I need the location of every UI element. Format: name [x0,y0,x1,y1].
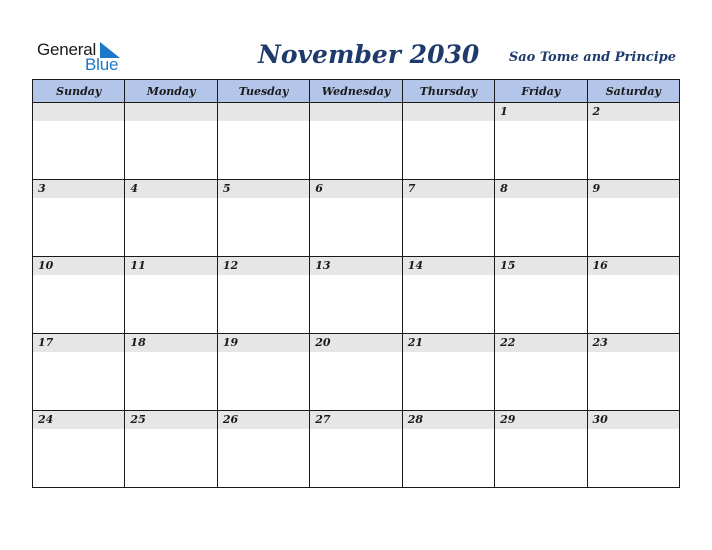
day-cell [402,334,494,411]
day-cell [125,103,217,180]
day-cell [310,334,402,411]
weekday-header: Thursday [402,80,494,103]
day-cell [402,180,494,257]
day-number: 6 [315,182,323,195]
country-name: Sao Tome and Principe [508,50,676,65]
day-number: 13 [315,259,331,272]
day-number: 15 [500,259,516,272]
calendar-title: November 2030 [258,40,480,69]
day-number: 27 [315,413,331,426]
day-cell [125,411,217,488]
day-number: 22 [500,336,516,349]
weekday-header: Saturday [587,80,679,103]
day-cell [125,257,217,334]
day-cell [217,180,309,257]
day-cell [587,411,679,488]
day-number: 9 [592,182,601,195]
day-number: 29 [500,413,516,426]
day-cell [310,257,402,334]
day-number: 5 [222,182,231,195]
calendar-grid [32,79,680,488]
day-cell [310,411,402,488]
week-row [33,257,680,334]
day-number: 28 [407,413,423,426]
day-number: 18 [130,336,146,349]
day-cell [217,411,309,488]
day-cell [33,411,125,488]
day-number: 10 [38,259,54,272]
day-cell [33,257,125,334]
weekday-header: Wednesday [310,80,402,103]
day-number: 2 [592,105,601,118]
day-number: 17 [38,336,54,349]
day-number: 16 [592,259,608,272]
day-cell [310,103,402,180]
day-cell [33,334,125,411]
day-number: 26 [222,413,239,426]
day-number: 24 [38,413,54,426]
day-cell [33,103,125,180]
day-number: 19 [222,336,239,349]
day-cell [495,257,587,334]
day-number: 25 [130,413,146,426]
day-cell [217,103,309,180]
week-row [33,103,680,180]
day-cell [310,180,402,257]
day-cell [495,411,587,488]
day-number: 1 [500,105,508,118]
day-cell [587,257,679,334]
weekday-header-row [33,80,680,103]
day-number: 12 [222,259,239,272]
day-number: 23 [592,336,608,349]
day-cell [125,334,217,411]
day-cell [217,334,309,411]
day-cell [587,180,679,257]
day-cell [125,180,217,257]
day-number: 30 [592,413,608,426]
day-number: 14 [407,259,423,272]
day-cell [495,180,587,257]
weekday-header: Tuesday [217,80,309,103]
logo-word-general: General [37,40,97,59]
day-cell [587,334,679,411]
generalblue-logo [37,40,127,74]
day-number: 21 [407,336,423,349]
day-cell [402,411,494,488]
logo-word-blue: Blue [85,55,119,74]
day-cell [402,257,494,334]
weekday-header: Monday [125,80,217,103]
day-number: 4 [130,182,139,195]
day-number: 3 [38,182,46,195]
day-number: 11 [130,259,146,272]
day-cell [33,180,125,257]
day-number: 20 [315,336,331,349]
weekday-header: Friday [495,80,587,103]
day-cell [587,103,679,180]
day-cell [495,334,587,411]
week-row [33,180,680,257]
weekday-header: Sunday [33,80,125,103]
day-cell [495,103,587,180]
week-row [33,334,680,411]
day-cell [217,257,309,334]
day-cell [402,103,494,180]
day-number: 8 [500,182,508,195]
day-number: 7 [407,182,416,195]
week-row [33,411,680,488]
